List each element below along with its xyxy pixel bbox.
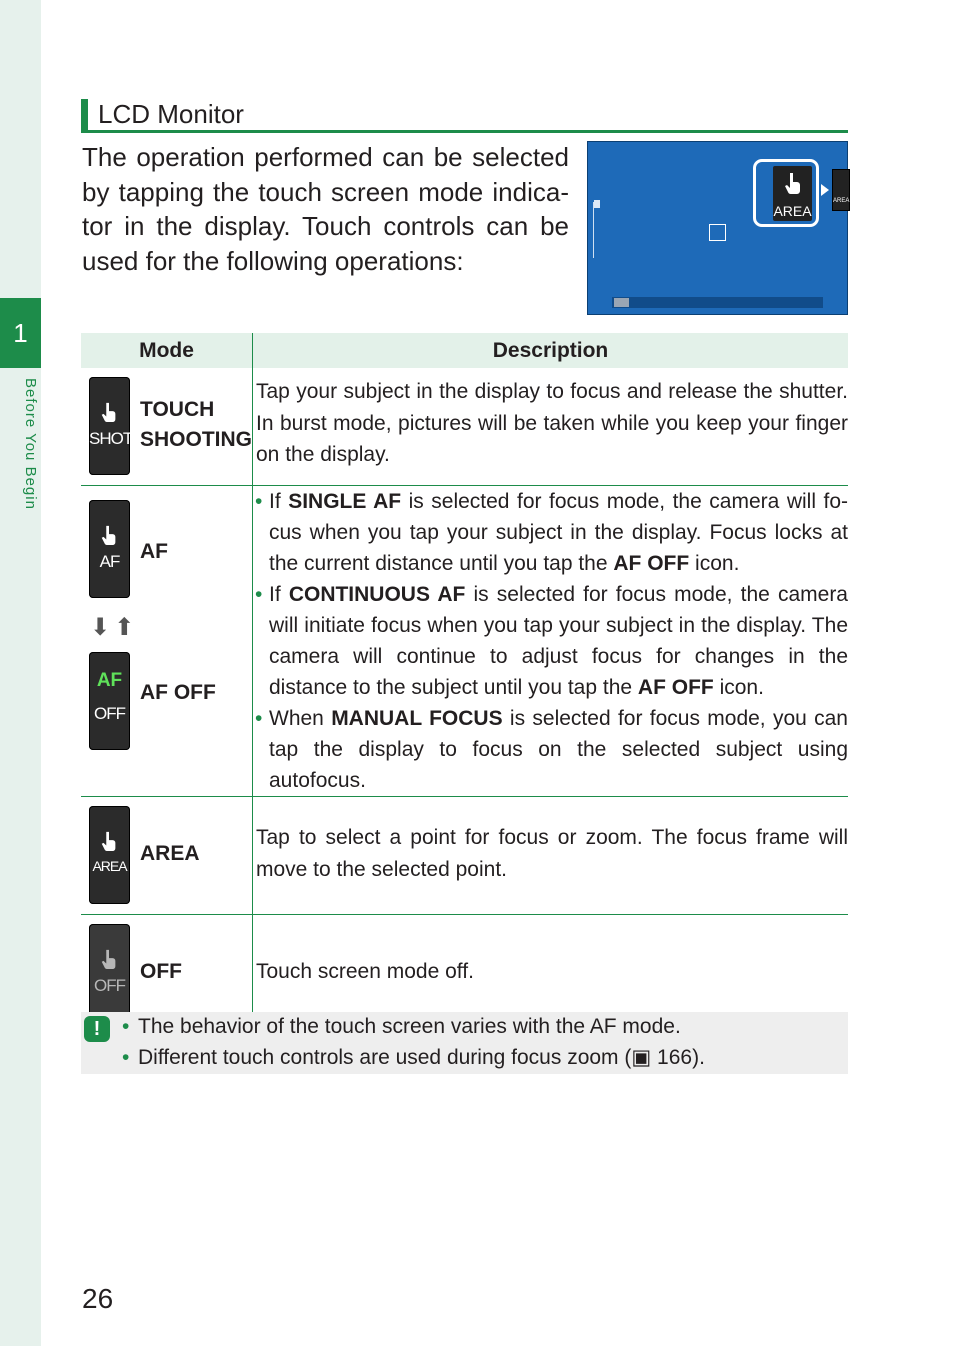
heading-bar — [81, 99, 88, 130]
mode-label: AF — [140, 540, 168, 563]
touch-mode-highlight — [753, 159, 819, 227]
touch-shot-icon — [89, 377, 133, 475]
table-row — [81, 797, 848, 915]
note-list — [138, 1011, 705, 1073]
scale-indicator — [593, 202, 602, 258]
list-item: • If SINGLE AF is selected for focus mode, the camera will fo- cus when you tap your subject in the display. Focus locks at the current distance until you tap the AF OFF icon. — [269, 486, 848, 579]
hand-icon — [99, 524, 119, 546]
touch-area-label: AREA — [773, 203, 812, 219]
touch-af-icon — [89, 500, 130, 598]
list-item: • Different touch controls are used during focus zoom (▣ 166). — [138, 1042, 705, 1073]
chapter-label: Before You Begin — [22, 378, 39, 510]
touch-area-icon — [773, 166, 812, 221]
mode-description: Tap to select a point for focus or zoom. The focus frame will move to the selected point. — [256, 826, 848, 881]
section-heading — [81, 99, 848, 133]
hand-icon — [99, 948, 119, 970]
table-row — [81, 486, 848, 797]
progress-bar — [612, 297, 823, 308]
mode-label: AF OFF — [140, 681, 216, 704]
pointer-arrow-icon — [821, 184, 829, 196]
lcd-screen-illustration — [587, 141, 848, 315]
hand-icon — [99, 401, 119, 423]
touch-off-icon — [89, 924, 130, 1022]
modes-table — [81, 333, 848, 1032]
icon-text: OFF — [94, 704, 125, 723]
side-strip — [0, 0, 41, 1346]
focus-frame — [709, 224, 726, 241]
mode-label: OFF — [140, 960, 182, 983]
intro-text: The operation performed can be selected by tapping the touch screen mode indica- tor in the display. Touch controls can be used for the following operations: — [82, 142, 569, 276]
icon-text: SHOT — [89, 429, 133, 448]
list-item: • When MANUAL FOCUS is selected for focus mode, you can tap the display to focus on the selected subject using autofocus. — [269, 703, 848, 796]
mode-description: Tap your subject in the display to focus and release the shutter. In burst mode, pictures will be taken while you keep your finger on the display. — [256, 380, 848, 466]
touch-af-off-icon — [89, 652, 130, 750]
list-item: • If CONTINUOUS AF is selected for focus mode, the camera will initiate focus when you tap your subject in the display. The camera will continue to adjust focus for changes in the distance to the subject until you tap the AF OFF icon. — [269, 579, 848, 703]
hand-icon — [99, 830, 119, 852]
table-row — [81, 368, 848, 486]
icon-text: AREA — [92, 858, 127, 874]
caution-note — [81, 1012, 848, 1074]
mode-description: Touch screen mode off. — [256, 960, 474, 983]
section-title: LCD Monitor — [98, 99, 244, 129]
page-number: 26 — [82, 1283, 114, 1314]
mode-label: AREA — [140, 842, 200, 865]
scale-mark — [594, 200, 600, 208]
touch-area-icon — [89, 806, 130, 904]
chapter-tab: 1 — [0, 298, 41, 368]
mini-area-icon: AREA — [832, 169, 850, 211]
header-description: Description — [253, 333, 849, 368]
list-item: • The behavior of the touch screen varies with the AF mode. — [138, 1011, 705, 1042]
header-mode: Mode — [81, 333, 253, 368]
af-bullet-list — [253, 486, 848, 796]
icon-text: AF — [99, 552, 120, 571]
icon-text: OFF — [94, 976, 125, 995]
caution-icon: ! — [84, 1016, 110, 1042]
hand-icon — [782, 171, 804, 195]
progress-fill — [614, 298, 629, 307]
mode-label: TOUCH SHOOTING — [140, 398, 253, 451]
toggle-arrows-icon: ⬇⬆ — [90, 614, 139, 641]
icon-text-green: AF — [96, 670, 123, 691]
